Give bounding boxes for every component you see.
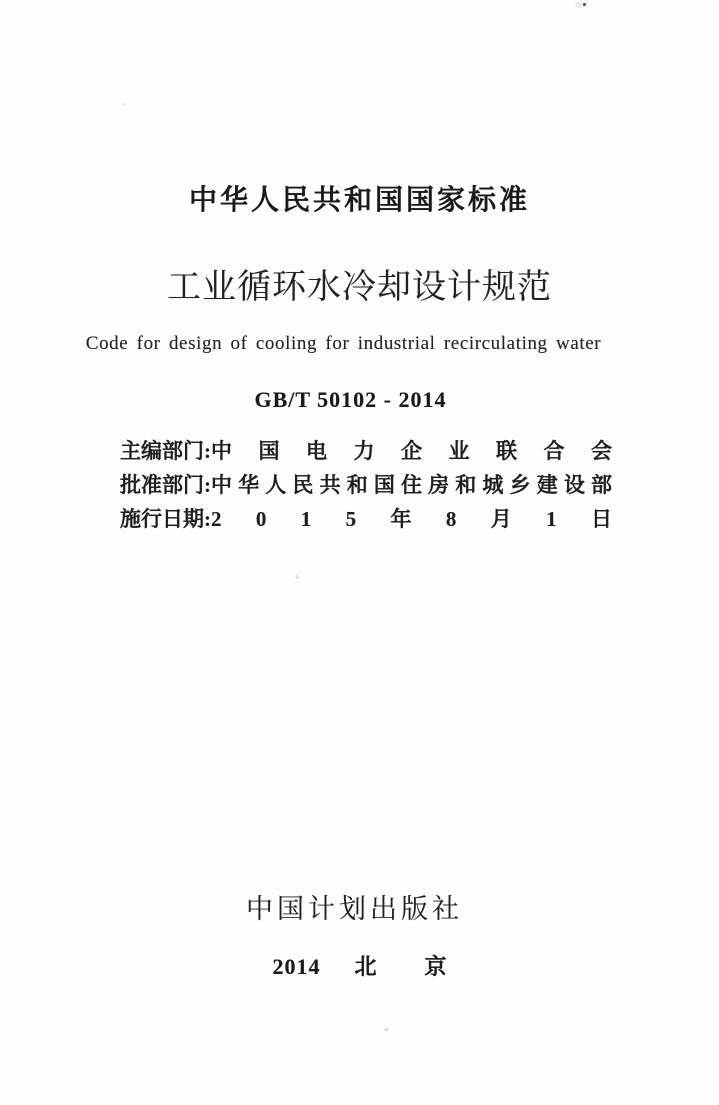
chief-dept-value: 中 国 电 力 企 业 联 合 会 — [211, 439, 612, 463]
scan-speck — [583, 3, 586, 6]
approval-dept-row — [120, 474, 612, 497]
document-title-en: Code for design of cooling for industrial recirculating water — [85, 333, 602, 354]
effective-date-value: 2 0 1 5 年 8 月 1 日 — [211, 507, 612, 531]
approval-dept-value: 中 华 人 民 共 和 国 住 房 和 城 乡 建 设 部 — [211, 473, 612, 497]
effective-date-label: 施行日期: — [120, 507, 211, 531]
scan-speck — [384, 1028, 389, 1031]
publisher-name: 中国计划出版社 — [246, 894, 463, 924]
chief-dept-row — [120, 440, 612, 463]
publication-city: 北京 — [354, 954, 495, 979]
approval-dept-label: 批准部门: — [120, 473, 211, 497]
standard-label: 中华人民共和国国家标准 — [188, 184, 530, 215]
publication-year-city — [0, 950, 719, 981]
info-block — [120, 440, 612, 542]
chief-dept-label: 主编部门: — [120, 439, 211, 463]
scan-speck — [123, 103, 126, 106]
effective-date-row — [120, 508, 612, 531]
scan-speck — [295, 575, 299, 579]
document-title-zh: 工业循环水冷却设计规范 — [167, 269, 552, 306]
standard-number: GB/T 50102 - 2014 — [254, 387, 447, 412]
publication-year: 2014 — [272, 954, 321, 979]
